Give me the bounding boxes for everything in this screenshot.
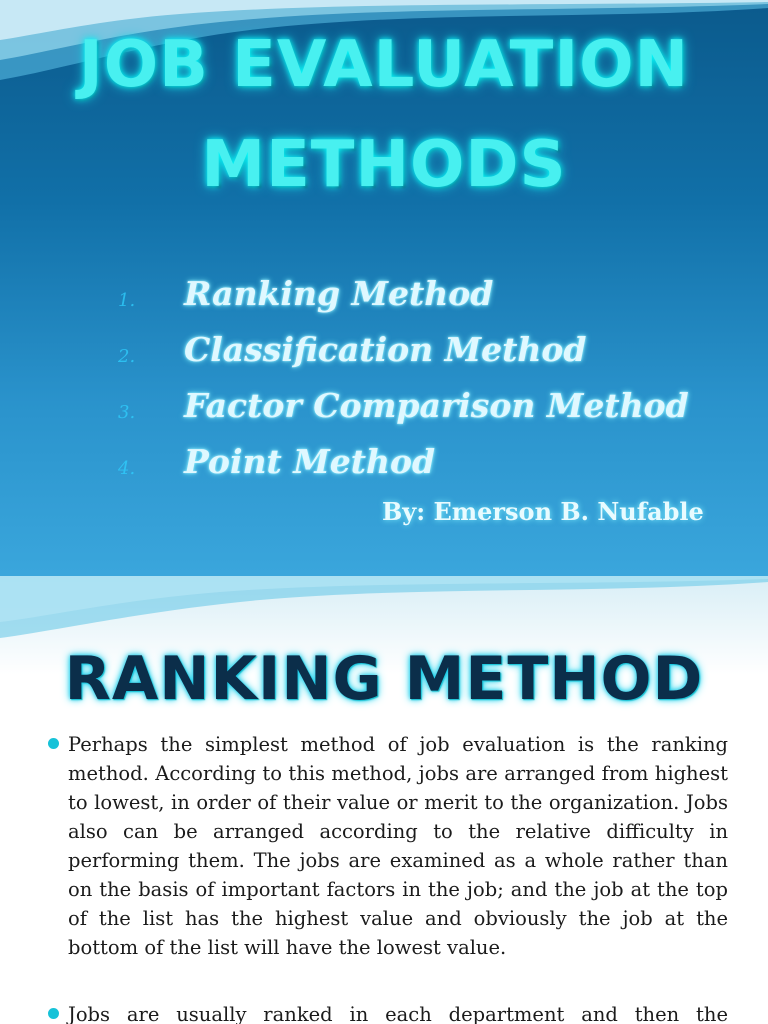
list-number: 4. — [118, 458, 136, 479]
bullet-paragraph — [48, 730, 728, 962]
author-byline: By: Emerson B. Nufable — [382, 497, 704, 526]
content-slide — [0, 576, 768, 1024]
list-number: 2. — [118, 346, 136, 367]
list-number: 1. — [118, 290, 136, 311]
slide-title-line-2: METHODS — [201, 128, 567, 202]
bullet-paragraph — [48, 1000, 728, 1024]
list-label: Ranking Method — [184, 274, 494, 313]
list-label: Classification Method — [184, 330, 587, 369]
slide-title-line-1: JOB EVALUATION — [78, 28, 690, 102]
list-number: 3. — [118, 402, 136, 423]
list-label: Point Method — [184, 442, 436, 481]
paragraph-text: Perhaps the simplest method of job evaluation is the ranking method. According to this method, jobs are arranged from highest to lowest, in order of their value or merit to the organization. Jobs also can be arranged according to the relative difficulty in performing them. The jobs are examined as a whole rather than on the basis of important factors in the job; and the job at the top of the list has the highest value and obviously the job at the bottom of the list will have the lowest value. — [68, 733, 728, 959]
list-label: Factor Comparison Method — [184, 386, 689, 425]
paragraph-text: Jobs are usually ranked in each department and then the — [68, 1003, 728, 1024]
bullet-dot-icon — [48, 1008, 59, 1019]
bullet-dot-icon — [48, 738, 59, 749]
slide-title: RANKING METHOD — [64, 644, 704, 714]
